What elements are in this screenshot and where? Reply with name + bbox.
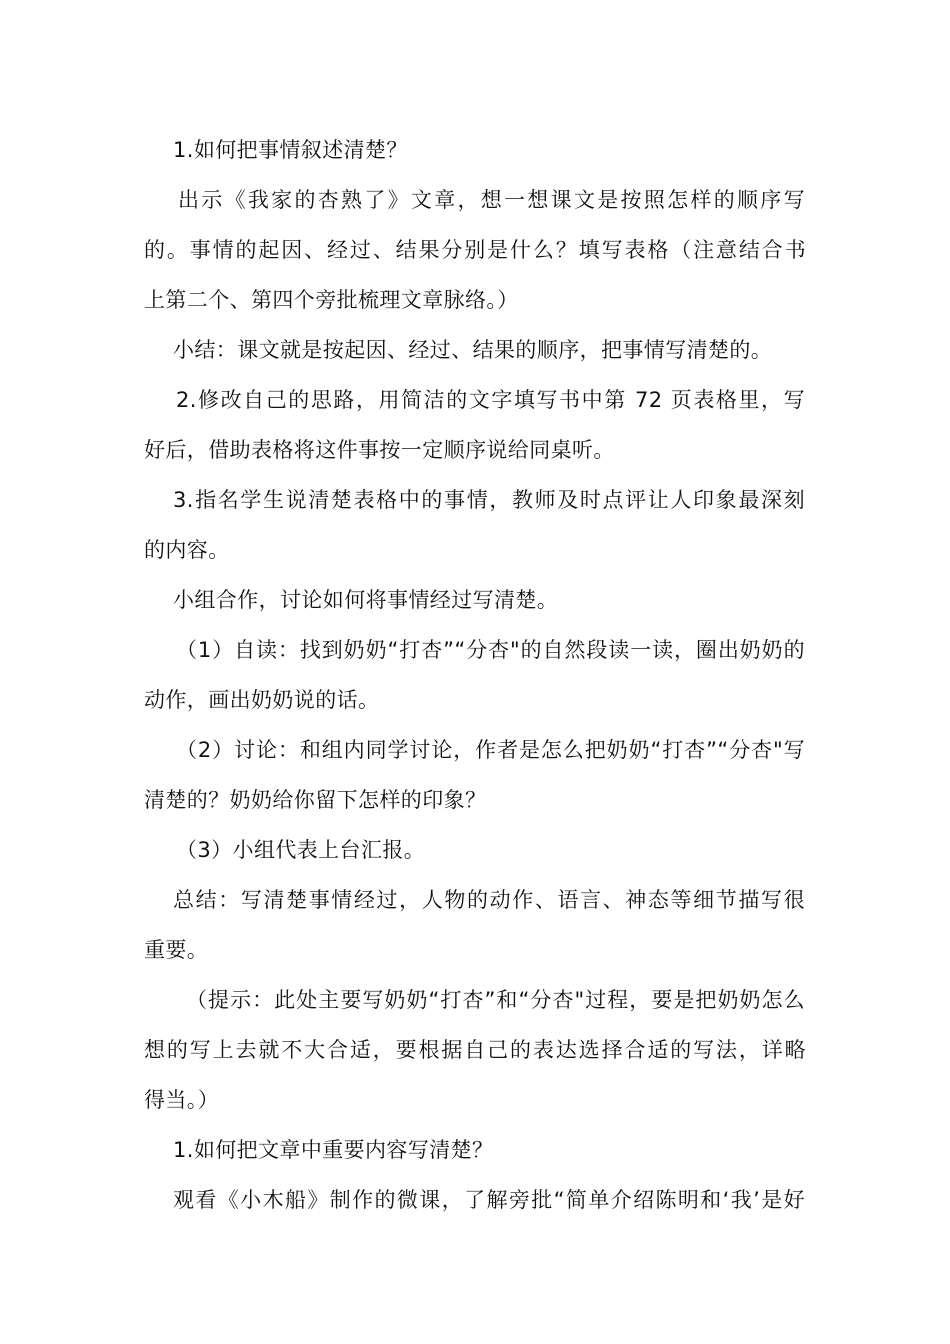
item-2-line-2: 清楚的？奶奶给你留下怎样的印象？	[144, 788, 487, 812]
tip-line-3: 得当。）	[144, 1088, 220, 1112]
conclusion-line-2: 重要。	[144, 938, 209, 962]
tip-line-2: 想的写上去就不大合适，要根据自己的表达选择合适的写法，详略	[144, 1038, 806, 1062]
step-3-line-2: 的内容。	[144, 538, 230, 562]
item-2-line-1: （2）讨论：和组内同学讨论，作者是怎么把奶奶“打杏”“分杏"写	[176, 738, 805, 762]
paragraph-2-line-1: 观看《小木船》制作的微课，了解旁批“简单介绍陈明和‘我’是好	[173, 1188, 805, 1212]
step-2-line-2: 好后，借助表格将这件事按一定顺序说给同桌听。	[144, 438, 615, 462]
step-3-line-1: 3.指名学生说清楚表格中的事情，教师及时点评让人印象最深刻	[173, 488, 805, 512]
paragraph-1-line-1: 出示《我家的杏熟了》文章，想一想课文是按照怎样的顺序写	[178, 188, 805, 212]
group-work-line: 小组合作，讨论如何将事情经过写清楚。	[173, 588, 559, 612]
item-3-line: （3）小组代表上台汇报。	[176, 838, 426, 862]
step-2-line-1: 2.修改自己的思路，用简洁的文字填写书中第 72 页表格里，写	[176, 388, 805, 412]
conclusion-line-1: 总结：写清楚事情经过，人物的动作、语言、神态等细节描写很	[173, 888, 805, 912]
summary-line: 小结：课文就是按起因、经过、结果的顺序，把事情写清楚的。	[173, 338, 773, 362]
heading-2: 1.如何把文章中重要内容写清楚？	[173, 1138, 494, 1162]
tip-line-1: （提示：此处主要写奶奶“打杏”和“分杏"过程，要是把奶奶怎么	[186, 988, 805, 1012]
paragraph-1-line-3: 上第二个、第四个旁批梳理文章脉络。）	[144, 288, 519, 312]
item-1-line-1: （1）自读：找到奶奶“打杏”“分杏"的自然段读一读，圈出奶奶的	[176, 638, 805, 662]
paragraph-1-line-2: 的。事情的起因、经过、结果分别是什么？填写表格（注意结合书	[144, 238, 806, 262]
item-1-line-2: 动作，画出奶奶说的话。	[144, 688, 380, 712]
heading-1: 1.如何把事情叙述清楚？	[173, 138, 408, 162]
